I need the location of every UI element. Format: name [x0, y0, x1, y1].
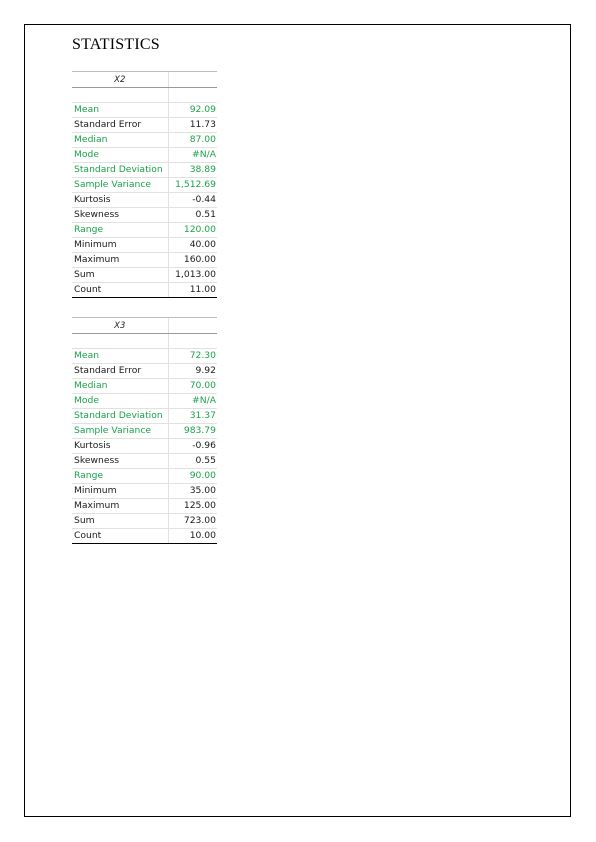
blank-cell	[168, 334, 217, 349]
stat-label: Standard Deviation	[72, 409, 168, 424]
stat-label: Sample Variance	[72, 424, 168, 439]
header-value-cell	[168, 72, 217, 88]
stat-label: Maximum	[72, 253, 168, 268]
table-header-row	[72, 318, 217, 334]
variable-header: X2	[72, 72, 168, 88]
stat-label: Mode	[72, 148, 168, 163]
table-row	[72, 499, 217, 514]
statistics-table-x2	[72, 71, 217, 298]
statistics-table-x3	[72, 317, 217, 544]
stat-label: Count	[72, 529, 168, 544]
table-row	[72, 268, 217, 283]
stat-label: Standard Deviation	[72, 163, 168, 178]
table-row	[72, 439, 217, 454]
table-row	[72, 529, 217, 544]
stat-value: 90.00	[168, 469, 217, 484]
stat-label: Count	[72, 283, 168, 298]
table-row	[72, 469, 217, 484]
stat-label: Sum	[72, 268, 168, 283]
stat-label: Skewness	[72, 454, 168, 469]
stat-value: 11.73	[168, 118, 217, 133]
stat-label: Sum	[72, 514, 168, 529]
table-row	[72, 178, 217, 193]
stat-value: 0.55	[168, 454, 217, 469]
variable-header: X3	[72, 318, 168, 334]
stat-label: Mean	[72, 103, 168, 118]
stat-value: -0.96	[168, 439, 217, 454]
table-row	[72, 253, 217, 268]
stat-value: 0.51	[168, 208, 217, 223]
blank-cell	[168, 88, 217, 103]
stat-label: Mode	[72, 394, 168, 409]
stat-value: 35.00	[168, 484, 217, 499]
stat-value: 1,013.00	[168, 268, 217, 283]
stat-value: 9.92	[168, 364, 217, 379]
stat-value: #N/A	[168, 394, 217, 409]
table-row	[72, 133, 217, 148]
stat-label: Standard Error	[72, 364, 168, 379]
blank-row	[72, 334, 217, 349]
stat-value: 87.00	[168, 133, 217, 148]
table-row	[72, 148, 217, 163]
blank-cell	[72, 334, 168, 349]
stat-label: Median	[72, 133, 168, 148]
stat-value: 983.79	[168, 424, 217, 439]
stat-value: 38.89	[168, 163, 217, 178]
stat-value: 40.00	[168, 238, 217, 253]
stat-value: 125.00	[168, 499, 217, 514]
stat-value: 723.00	[168, 514, 217, 529]
table-row	[72, 283, 217, 298]
stat-value: 72.30	[168, 349, 217, 364]
table-row	[72, 103, 217, 118]
stat-value: 1,512.69	[168, 178, 217, 193]
stat-label: Minimum	[72, 484, 168, 499]
table-row	[72, 484, 217, 499]
stat-value: -0.44	[168, 193, 217, 208]
stat-value: 120.00	[168, 223, 217, 238]
blank-row	[72, 88, 217, 103]
stat-value: 92.09	[168, 103, 217, 118]
table-row	[72, 118, 217, 133]
stat-label: Standard Error	[72, 118, 168, 133]
stat-label: Median	[72, 379, 168, 394]
stat-value: #N/A	[168, 148, 217, 163]
page-title: STATISTICS	[72, 36, 160, 53]
stat-value: 70.00	[168, 379, 217, 394]
blank-cell	[72, 88, 168, 103]
stat-label: Minimum	[72, 238, 168, 253]
table-row	[72, 223, 217, 238]
stat-label: Kurtosis	[72, 439, 168, 454]
stat-label: Range	[72, 223, 168, 238]
table-row	[72, 424, 217, 439]
table-row	[72, 163, 217, 178]
table-row	[72, 379, 217, 394]
stat-label: Maximum	[72, 499, 168, 514]
table-row	[72, 238, 217, 253]
table-header-row	[72, 72, 217, 88]
stat-value: 10.00	[168, 529, 217, 544]
stat-value: 160.00	[168, 253, 217, 268]
stat-value: 11.00	[168, 283, 217, 298]
table-row	[72, 193, 217, 208]
table-row	[72, 514, 217, 529]
table-row	[72, 364, 217, 379]
stat-label: Mean	[72, 349, 168, 364]
stat-label: Sample Variance	[72, 178, 168, 193]
stat-value: 31.37	[168, 409, 217, 424]
table-row	[72, 409, 217, 424]
table-row	[72, 394, 217, 409]
stat-label: Kurtosis	[72, 193, 168, 208]
stat-label: Range	[72, 469, 168, 484]
stat-label: Skewness	[72, 208, 168, 223]
table-row	[72, 454, 217, 469]
header-value-cell	[168, 318, 217, 334]
table-row	[72, 349, 217, 364]
table-row	[72, 208, 217, 223]
